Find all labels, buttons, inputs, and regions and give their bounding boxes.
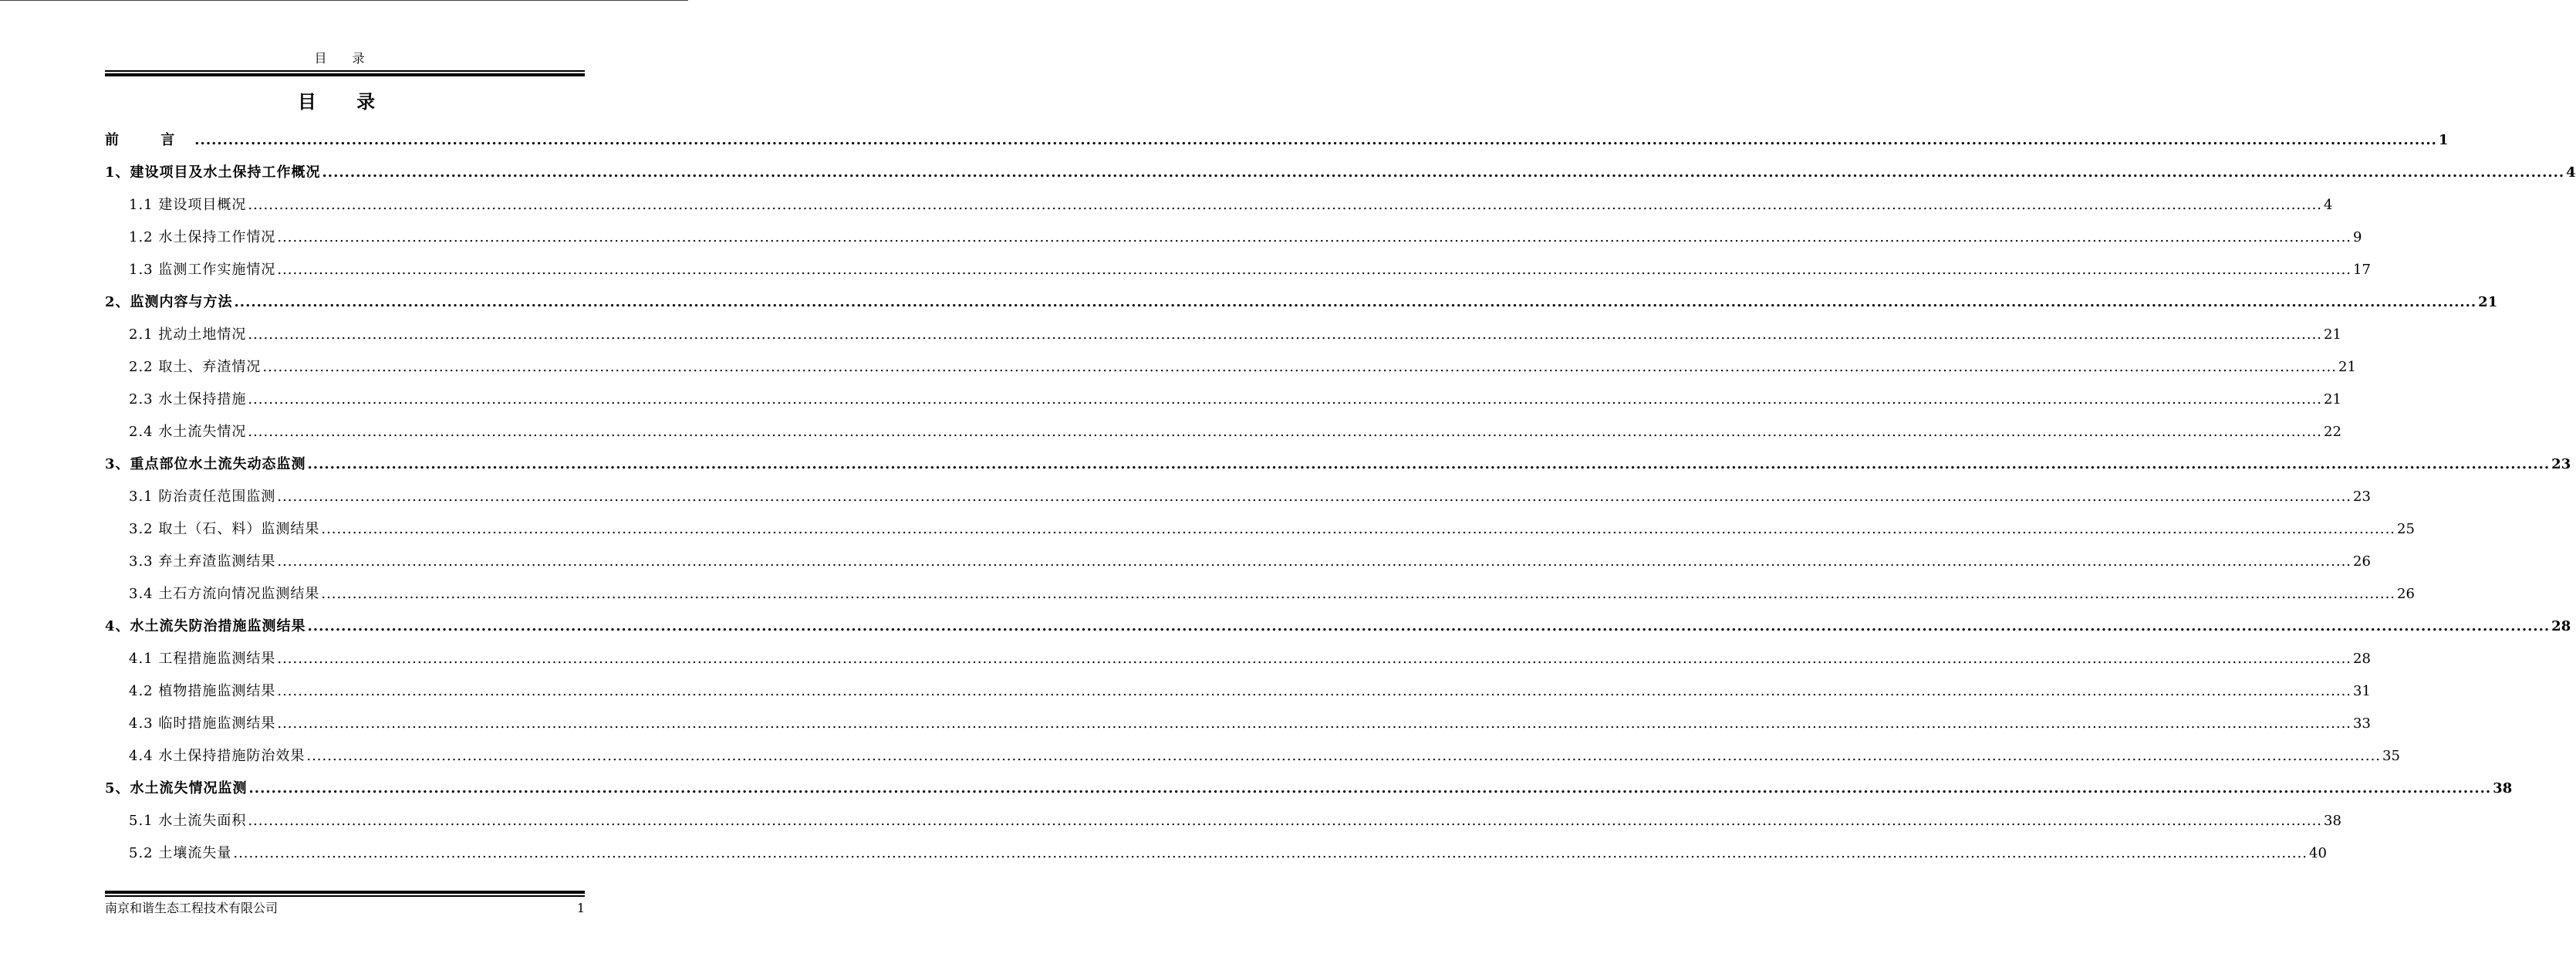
toc-dot-leader: ................................................................................................................................................................................................................................................................................................................................................................................................................ (277, 229, 2352, 245)
toc-entry-page: 4 (2566, 164, 2576, 181)
toc-entry-page: 31 (2353, 683, 2371, 699)
toc-entry[interactable] (105, 194, 2333, 217)
footer-rule-thick (105, 891, 585, 894)
toc-entry[interactable] (105, 810, 2341, 833)
toc-entry-page: 33 (2353, 715, 2371, 732)
toc-entry-page: 38 (2324, 813, 2341, 829)
running-header: 目 录 (314, 51, 376, 66)
toc-entry-title: 1、建设项目及水土保持工作概况 (105, 164, 321, 181)
toc-dot-leader: ................................................................................................................................................................................................................................................................................................................................................................................................................ (321, 586, 2396, 602)
toc-entry[interactable] (105, 388, 2341, 411)
toc-entry-page: 4 (2324, 197, 2333, 213)
toc-entry-page: 21 (2338, 359, 2356, 375)
toc-entry[interactable] (105, 518, 2415, 541)
toc-entry-title: 3.2 取土（石、料）监测结果 (129, 521, 320, 537)
toc-entry-title: 4.2 植物措施监测结果 (129, 683, 276, 699)
toc-dot-leader: ................................................................................................................................................................................................................................................................................................................................................................................................................ (248, 197, 2323, 213)
toc-entry[interactable] (105, 648, 2371, 671)
toc-entry[interactable] (105, 356, 2356, 379)
toc-dot-leader: ................................................................................................................................................................................................................................................................................................................................................................................................................ (194, 132, 2437, 148)
toc-entry-page: 23 (2551, 456, 2571, 472)
header-rule-thick (105, 73, 585, 76)
toc-entry[interactable] (105, 680, 2371, 703)
toc-entry-page: 28 (2353, 651, 2371, 667)
toc-entry-page: 38 (2493, 780, 2513, 796)
toc-entry[interactable] (105, 129, 2449, 152)
toc-entry-title: 1.1 建设项目概况 (129, 197, 247, 213)
toc-entry-title: 5.1 水土流失面积 (129, 813, 247, 829)
toc-entry-title: 2.2 取土、弃渣情况 (129, 359, 262, 375)
toc-entry-title: 2、监测内容与方法 (105, 294, 233, 310)
toc-entry-title: 1.3 监测工作实施情况 (129, 262, 276, 278)
toc-dot-leader: ................................................................................................................................................................................................................................................................................................................................................................................................................ (321, 521, 2396, 537)
toc-entry-title: 2.3 水土保持措施 (129, 391, 247, 408)
toc-entry-page: 26 (2397, 586, 2415, 602)
toc-entry[interactable] (105, 259, 2371, 282)
toc-entry-page: 21 (2324, 391, 2341, 408)
toc-entry-title: 5.2 土壤流失量 (129, 845, 232, 861)
toc-dot-leader: ................................................................................................................................................................................................................................................................................................................................................................................................................ (262, 359, 2338, 375)
page-footer (105, 900, 585, 917)
toc-dot-leader: ................................................................................................................................................................................................................................................................................................................................................................................................................ (277, 651, 2352, 667)
toc-entry-page: 40 (2309, 845, 2327, 861)
page-top-border (0, 0, 688, 1)
toc-entry[interactable] (105, 583, 2415, 606)
footer-page-number: 1 (576, 901, 585, 915)
toc-entry-title: 4.1 工程措施监测结果 (129, 651, 276, 667)
toc-entry[interactable] (105, 745, 2400, 768)
footer-company: 南京和谐生态工程技术有限公司 (105, 901, 279, 915)
toc-dot-leader: ................................................................................................................................................................................................................................................................................................................................................................................................................ (248, 391, 2323, 408)
toc-entry-title: 3.3 弃土弃渣监测结果 (129, 553, 276, 570)
toc-entry[interactable] (105, 485, 2371, 509)
toc-entry-title: 4、水土流失防治措施监测结果 (105, 618, 306, 634)
toc-entry-title: 3.4 土石方流向情况监测结果 (129, 586, 320, 602)
toc-dot-leader: ................................................................................................................................................................................................................................................................................................................................................................................................................ (277, 489, 2352, 505)
toc-entry-title: 2.4 水土流失情况 (129, 424, 247, 440)
toc-entry-title: 2.1 扰动土地情况 (129, 326, 247, 343)
toc-entry-title: 1.2 水土保持工作情况 (129, 229, 276, 245)
toc-entry-title: 3、重点部位水土流失动态监测 (105, 456, 306, 472)
toc-dot-leader: ................................................................................................................................................................................................................................................................................................................................................................................................................ (277, 262, 2352, 278)
toc-entry-page: 25 (2397, 521, 2415, 537)
toc-entry[interactable] (105, 712, 2371, 736)
toc-entry[interactable] (105, 550, 2371, 573)
toc-dot-leader: ................................................................................................................................................................................................................................................................................................................................................................................................................ (248, 813, 2323, 829)
toc-dot-leader: ................................................................................................................................................................................................................................................................................................................................................................................................................ (307, 456, 2551, 472)
toc-entry[interactable] (105, 323, 2341, 347)
toc-dot-leader: ................................................................................................................................................................................................................................................................................................................................................................................................................ (322, 164, 2565, 181)
toc-entry[interactable] (105, 453, 2571, 476)
toc-dot-leader: ................................................................................................................................................................................................................................................................................................................................................................................................................ (248, 326, 2323, 343)
toc-entry-title: 5、水土流失情况监测 (105, 780, 248, 796)
toc-dot-leader: ................................................................................................................................................................................................................................................................................................................................................................................................................ (306, 748, 2382, 764)
toc-dot-leader: ................................................................................................................................................................................................................................................................................................................................................................................................................ (233, 845, 2308, 861)
toc-entry-title: 4.4 水土保持措施防治效果 (129, 748, 306, 764)
toc-entry-page: 26 (2353, 553, 2371, 570)
toc-entry[interactable] (105, 161, 2576, 184)
toc-entry[interactable] (105, 291, 2498, 314)
toc-dot-leader: ................................................................................................................................................................................................................................................................................................................................................................................................................ (277, 553, 2352, 570)
toc-entry-title: 3.1 防治责任范围监测 (129, 489, 276, 505)
toc-dot-leader: ................................................................................................................................................................................................................................................................................................................................................................................................................ (277, 715, 2352, 732)
toc-entry-page: 23 (2353, 489, 2371, 505)
page-title: 目 录 (297, 90, 393, 113)
toc-entry-title: 前 言 (105, 132, 194, 148)
toc-entry[interactable] (105, 615, 2571, 638)
toc-entry[interactable] (105, 777, 2513, 800)
toc-dot-leader: ................................................................................................................................................................................................................................................................................................................................................................................................................ (277, 683, 2352, 699)
toc-entry[interactable] (105, 226, 2362, 249)
footer-rule-thin (105, 895, 585, 897)
toc-dot-leader: ................................................................................................................................................................................................................................................................................................................................................................................................................ (248, 424, 2323, 440)
toc-entry-page: 21 (2478, 294, 2498, 310)
toc-dot-leader: ................................................................................................................................................................................................................................................................................................................................................................................................................ (234, 294, 2477, 310)
toc-dot-leader: ................................................................................................................................................................................................................................................................................................................................................................................................................ (307, 618, 2551, 634)
toc-entry-page: 9 (2353, 229, 2362, 245)
toc-entry[interactable] (105, 842, 2327, 865)
header-rule-thin (105, 70, 585, 72)
toc-entry[interactable] (105, 421, 2341, 444)
toc-entry-page: 28 (2551, 618, 2571, 634)
toc-entry-page: 21 (2324, 326, 2341, 343)
toc-entry-page: 22 (2324, 424, 2341, 440)
toc-dot-leader: ................................................................................................................................................................................................................................................................................................................................................................................................................ (248, 780, 2492, 796)
toc-entry-page: 17 (2353, 262, 2371, 278)
toc-entry-page: 1 (2438, 132, 2449, 148)
toc-entry-title: 4.3 临时措施监测结果 (129, 715, 276, 732)
toc-entry-page: 35 (2382, 748, 2400, 764)
